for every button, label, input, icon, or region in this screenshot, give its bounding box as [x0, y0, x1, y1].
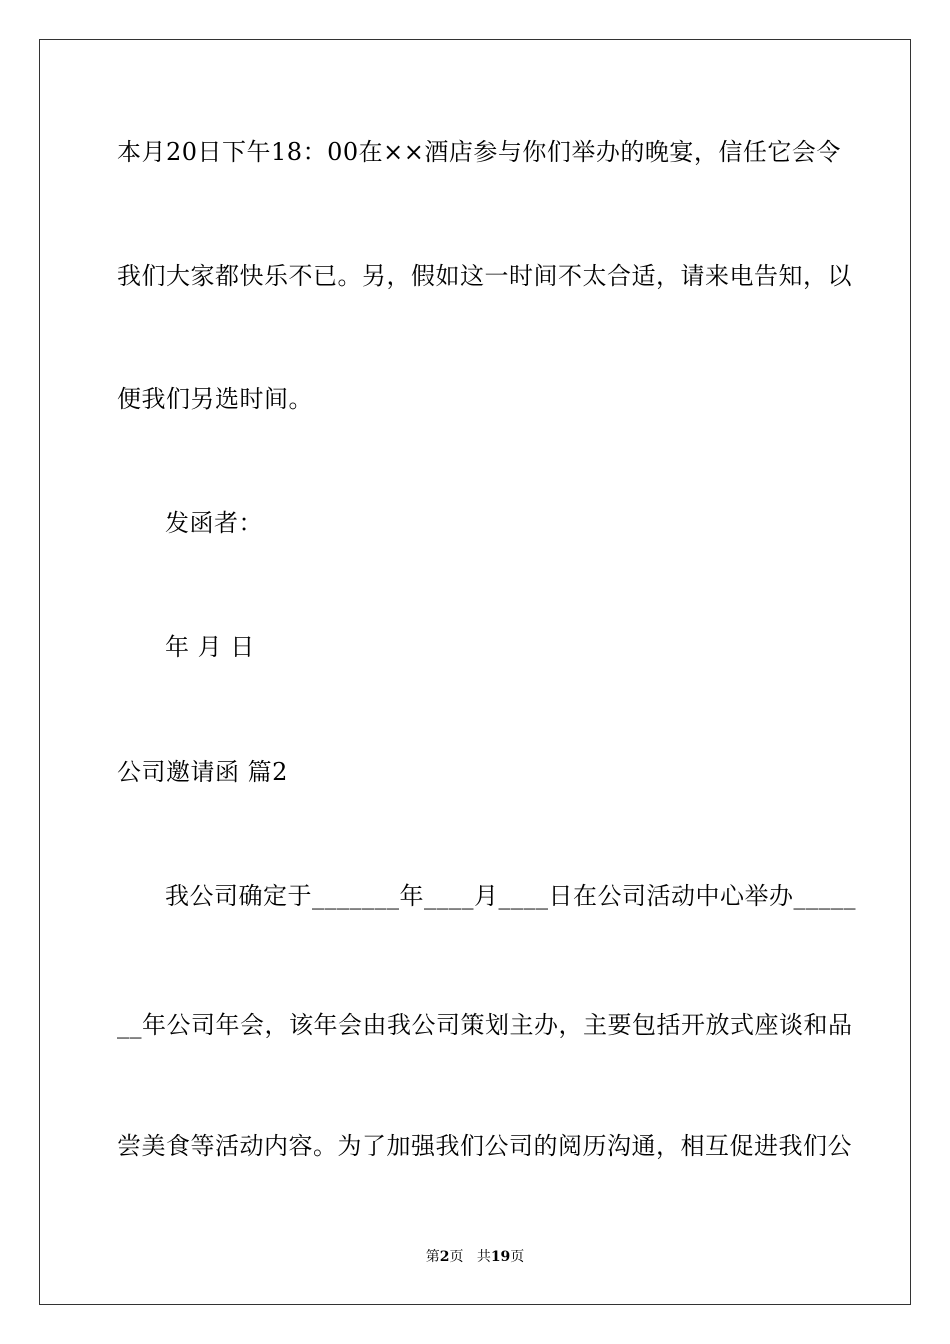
footer-page-prefix: 第 [425, 1249, 440, 1265]
section-heading: 公司邀请函 篇2 [117, 758, 288, 786]
page-footer [0, 1248, 950, 1266]
sender-label: 发函者： [165, 509, 263, 537]
body-line-1: 本月20日下午18：00在××酒店参与你们举办的晚宴，信任它会令 [117, 138, 841, 166]
page-frame [39, 39, 911, 1305]
date-line: 年 月 日 [165, 633, 255, 661]
footer-total-prefix: 共 [476, 1249, 491, 1265]
footer-page-suffix: 页 [449, 1249, 464, 1265]
body-line-2: 我们大家都快乐不已。另，假如这一时间不太合适，请来电告知，以 [117, 262, 852, 290]
footer-total-suffix: 页 [510, 1249, 525, 1265]
body-line-6: 尝美食等活动内容。为了加强我们公司的阅历沟通，相互促进我们公 [117, 1132, 852, 1160]
body-line-5: __年公司年会，该年会由我公司策划主办，主要包括开放式座谈和品 [117, 1011, 853, 1039]
footer-total-pages: 19 [490, 1249, 511, 1265]
body-line-3: 便我们另选时间。 [117, 385, 313, 413]
footer-page-number: 2 [439, 1249, 450, 1265]
body-line-4: 我公司确定于_______年____月____日在公司活动中心举办_____ [165, 882, 856, 910]
